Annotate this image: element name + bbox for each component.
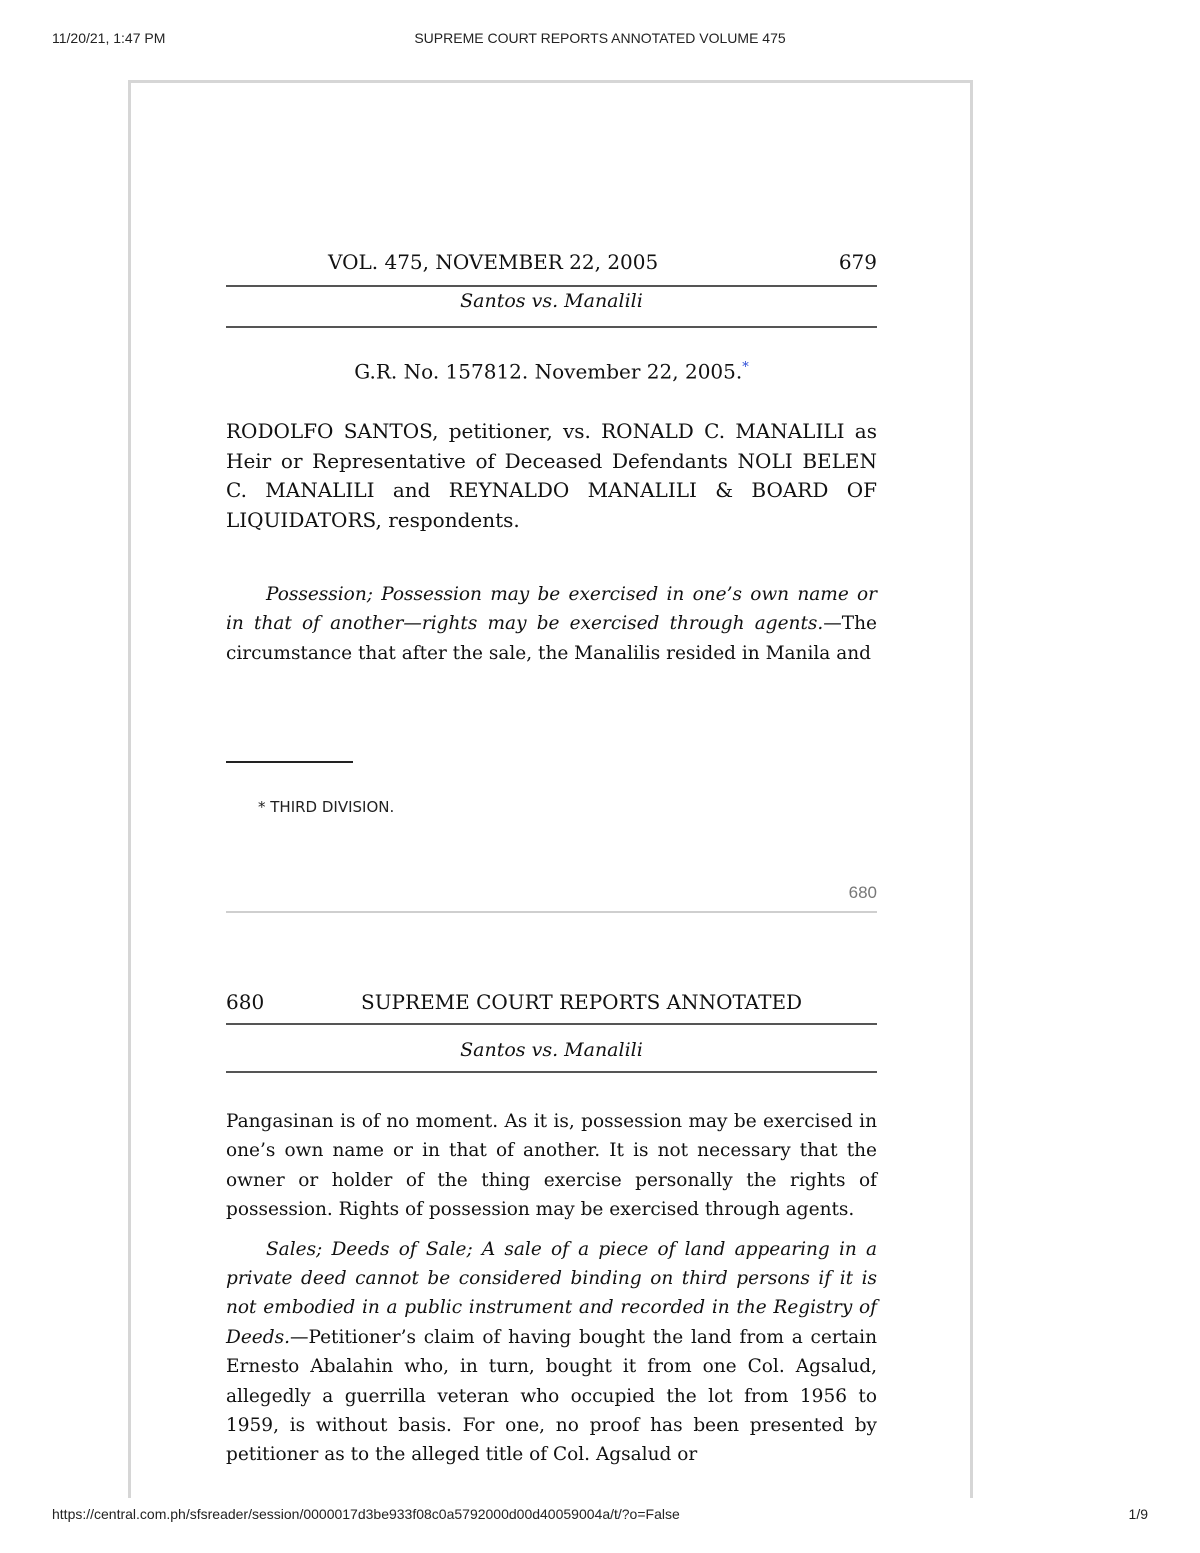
body-text-680 (226, 1107, 877, 1470)
running-head-title: VOL. 475, NOVEMBER 22, 2005 (328, 250, 659, 274)
print-page-count: 1/9 (1128, 1506, 1148, 1522)
footnote-link[interactable]: * (742, 360, 749, 375)
gr-number (226, 353, 877, 387)
case-title: Santos vs. Manalili (460, 1039, 643, 1061)
case-title: Santos vs. Manalili (460, 290, 643, 312)
parties: RODOLFO SANTOS, petitioner, vs. RONALD C. MANALILI as Heir or Representative of Deceased Defendants NOLI BELEN C. MANALILI and REYNALDO MANALILI & BOARD OF LIQUIDATORS, respondents. (226, 419, 877, 532)
running-head-680 (226, 986, 877, 1018)
page-number: 679 (838, 250, 877, 274)
page-number: 680 (226, 990, 265, 1014)
paragraph (226, 1235, 877, 1470)
print-header (0, 30, 1200, 50)
page-break-rule (226, 911, 877, 913)
running-head-title: SUPREME COURT REPORTS ANNOTATED (361, 990, 803, 1014)
syllabus-text: —The circumstance that after the sale, the Manalilis resided in Manila and (226, 613, 877, 664)
syllabus-keywords: Sales; Deeds of Sale; A sale of a piece of land appearing in a private deed cannot be considered binding on third persons if it is not embodied in a public instrument and recorded in the Registry of Deeds. (226, 1238, 877, 1348)
page-break-marker: 680 (848, 883, 877, 902)
syllabus-text: —Petitioner’s claim of having bought the land from a certain Ernesto Abalahin who, in turn, bought it from one Col. Agsalud, allegedly a guerrilla veteran who occupied the lot from 1956 to 1959, is without basis. For one, no proof has been presented by petitioner as to the alleged title of Col. Agsalud or (226, 1326, 877, 1466)
paragraph: Pangasinan is of no moment. As it is, possession may be exercised in one’s own name or in that of another. It is not necessary that the owner or holder of the thing exercise personally the rights of possession. Rights of possession may be exercised through agents. (226, 1111, 877, 1221)
print-footer (0, 1506, 1200, 1526)
gr-number-text: G.R. No. 157812. November 22, 2005. (354, 359, 743, 384)
print-url[interactable]: https://central.com.ph/sfsreader/session/0000017d3be933f08c0a5792000d00d40059004a/t/?o=False (52, 1506, 680, 1522)
header-rule (226, 326, 877, 328)
running-head-679 (226, 246, 877, 278)
print-datetime: 11/20/21, 1:47 PM (52, 30, 166, 46)
footnote-rule (226, 761, 353, 763)
footnote: * THIRD DIVISION. (258, 798, 395, 816)
syllabus-paragraph (226, 580, 877, 668)
print-title: SUPREME COURT REPORTS ANNOTATED VOLUME 475 (414, 30, 786, 46)
header-rule (226, 1071, 877, 1073)
syllabus-keywords: Possession; Possession may be exercised in one’s own name or in that of another—rights may be exercised through agents. (226, 584, 877, 635)
header-rule (226, 1023, 877, 1025)
